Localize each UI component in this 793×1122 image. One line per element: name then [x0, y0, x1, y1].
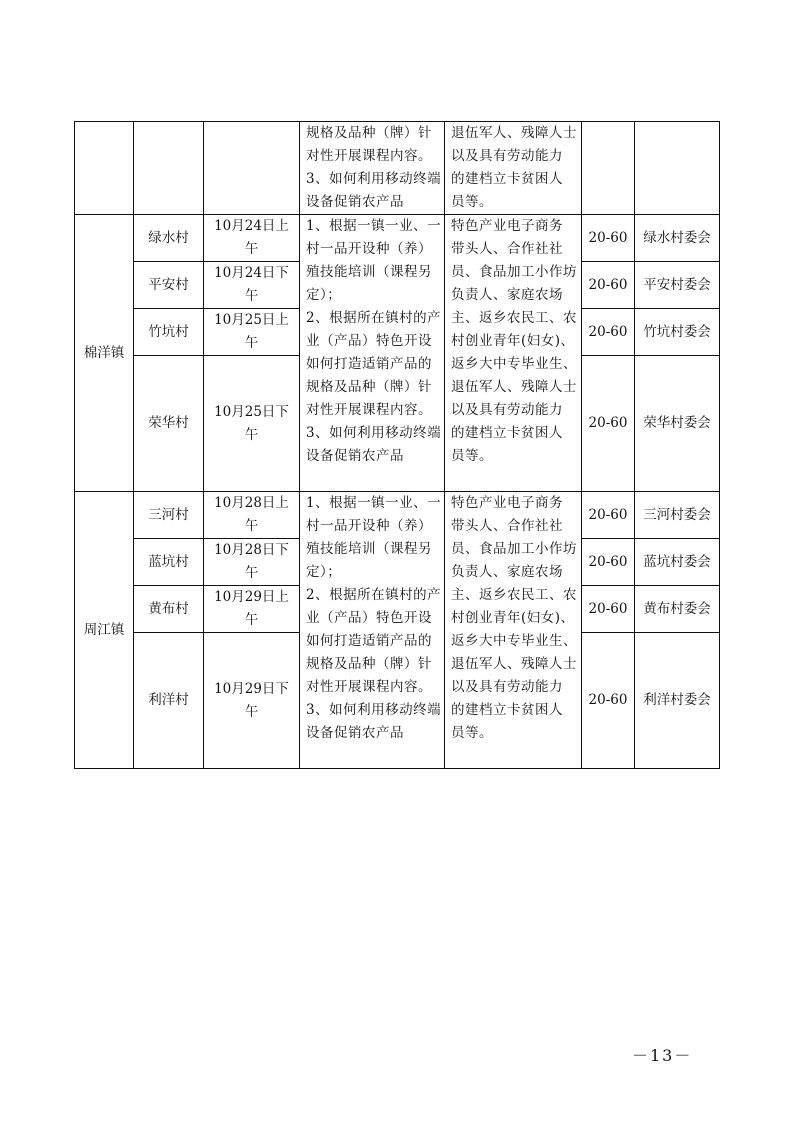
content-line: 殖技能培训（课程另 [306, 264, 432, 280]
time-cell: 10月28日上午 [204, 492, 300, 539]
village-cell: 利洋村 [134, 633, 204, 769]
time-cell: 10月28日下午 [204, 539, 300, 586]
count-cell: 20-60 [582, 633, 635, 769]
content-line: 如何打造适销产品的 [306, 356, 432, 372]
table-row [75, 215, 720, 262]
count-cell: 20-60 [582, 215, 635, 262]
organizer-cell: 绿水村委会 [635, 215, 720, 262]
target-line: 带头人、合作社社 [451, 241, 563, 257]
content-line: 1、根据一镇一业、一 [306, 218, 442, 234]
target-line: 负责人、家庭农场 [451, 564, 563, 580]
count-cell: 20-60 [582, 356, 635, 492]
content-cell [300, 492, 445, 769]
target-line: 村创业青年(妇女)、 [451, 333, 575, 349]
content-line: 设备促销农产品 [306, 194, 404, 210]
time-cell: 10月24日下午 [204, 262, 300, 309]
target-line: 负责人、家庭农场 [451, 287, 563, 303]
target-line: 带头人、合作社社 [451, 518, 563, 534]
content-line: 2、根据所在镇村的产 [306, 587, 442, 603]
village-cell: 竹坑村 [134, 309, 204, 356]
organizer-cell: 利洋村委会 [635, 633, 720, 769]
target-line: 以及具有劳动能力 [451, 148, 563, 164]
town-cell: 棉洋镇 [75, 215, 134, 492]
content-line: 村一品开设种（养） [306, 241, 432, 257]
target-line: 员、食品加工小作坊 [451, 264, 577, 280]
village-cell: 三河村 [134, 492, 204, 539]
count-cell: 20-60 [582, 262, 635, 309]
town-cell: 周江镇 [75, 492, 134, 769]
content-line: 1、根据一镇一业、一 [306, 495, 442, 511]
target-line: 的建档立卡贫困人 [451, 425, 563, 441]
time-cell: 10月25日上午 [204, 309, 300, 356]
count-cell [582, 122, 635, 215]
target-line: 员等。 [451, 448, 493, 464]
content-cell [300, 122, 445, 215]
count-cell: 20-60 [582, 492, 635, 539]
content-line: 对性开展课程内容。 [306, 148, 432, 164]
target-line: 返乡大中专毕业生、 [451, 356, 577, 372]
time-cell: 10月29日下午 [204, 633, 300, 769]
target-line: 以及具有劳动能力 [451, 679, 563, 695]
count-cell: 20-60 [582, 309, 635, 356]
organizer-cell: 竹坑村委会 [635, 309, 720, 356]
village-cell: 黄布村 [134, 586, 204, 633]
village-cell: 蓝坑村 [134, 539, 204, 586]
organizer-cell: 蓝坑村委会 [635, 539, 720, 586]
village-cell: 平安村 [134, 262, 204, 309]
target-line: 退伍军人、残障人士 [451, 379, 577, 395]
target-cell [445, 215, 582, 492]
training-schedule-table [74, 121, 720, 769]
content-line: 3、如何利用移动终端 [306, 702, 442, 718]
target-line: 员等。 [451, 194, 493, 210]
organizer-cell: 三河村委会 [635, 492, 720, 539]
target-line: 退伍军人、残障人士 [451, 125, 577, 141]
village-cell: 荣华村 [134, 356, 204, 492]
content-line: 定）； [306, 564, 342, 580]
content-line: 业（产品）特色开设 [306, 333, 432, 349]
content-cell [300, 215, 445, 492]
target-line: 村创业青年(妇女)、 [451, 610, 575, 626]
count-cell: 20-60 [582, 539, 635, 586]
page-number: －13－ [632, 1046, 693, 1065]
organizer-cell: 平安村委会 [635, 262, 720, 309]
count-cell: 20-60 [582, 586, 635, 633]
continuation-row [75, 122, 720, 215]
organizer-cell: 荣华村委会 [635, 356, 720, 492]
content-line: 对性开展课程内容。 [306, 402, 432, 418]
content-line: 村一品开设种（养） [306, 518, 432, 534]
content-line: 3、如何利用移动终端 [306, 171, 442, 187]
target-line: 主、返乡农民工、农 [451, 587, 577, 603]
content-line: 定）； [306, 287, 342, 303]
target-line: 的建档立卡贫困人 [451, 171, 563, 187]
target-line: 特色产业电子商务 [451, 495, 563, 511]
target-line: 退伍军人、残障人士 [451, 656, 577, 672]
content-line: 如何打造适销产品的 [306, 633, 432, 649]
target-line: 以及具有劳动能力 [451, 402, 563, 418]
target-cell [445, 122, 582, 215]
village-cell [134, 122, 204, 215]
target-line: 返乡大中专毕业生、 [451, 633, 577, 649]
content-line: 3、如何利用移动终端 [306, 425, 442, 441]
town-cell [75, 122, 134, 215]
target-line: 的建档立卡贫困人 [451, 702, 563, 718]
organizer-cell: 黄布村委会 [635, 586, 720, 633]
village-cell: 绿水村 [134, 215, 204, 262]
target-line: 员等。 [451, 725, 493, 741]
target-line: 员、食品加工小作坊 [451, 541, 577, 557]
content-line: 殖技能培训（课程另 [306, 541, 432, 557]
time-cell: 10月25日下午 [204, 356, 300, 492]
content-line: 设备促销农产品 [306, 725, 404, 741]
content-line: 对性开展课程内容。 [306, 679, 432, 695]
content-line: 规格及品种（牌）针 [306, 125, 432, 141]
time-cell [204, 122, 300, 215]
target-line: 主、返乡农民工、农 [451, 310, 577, 326]
content-line: 设备促销农产品 [306, 448, 404, 464]
content-line: 规格及品种（牌）针 [306, 379, 432, 395]
content-line: 业（产品）特色开设 [306, 610, 432, 626]
target-cell [445, 492, 582, 769]
time-cell: 10月24日上午 [204, 215, 300, 262]
organizer-cell [635, 122, 720, 215]
time-cell: 10月29日上午 [204, 586, 300, 633]
content-line: 规格及品种（牌）针 [306, 656, 432, 672]
target-line: 特色产业电子商务 [451, 218, 563, 234]
table-row [75, 492, 720, 539]
content-line: 2、根据所在镇村的产 [306, 310, 442, 326]
